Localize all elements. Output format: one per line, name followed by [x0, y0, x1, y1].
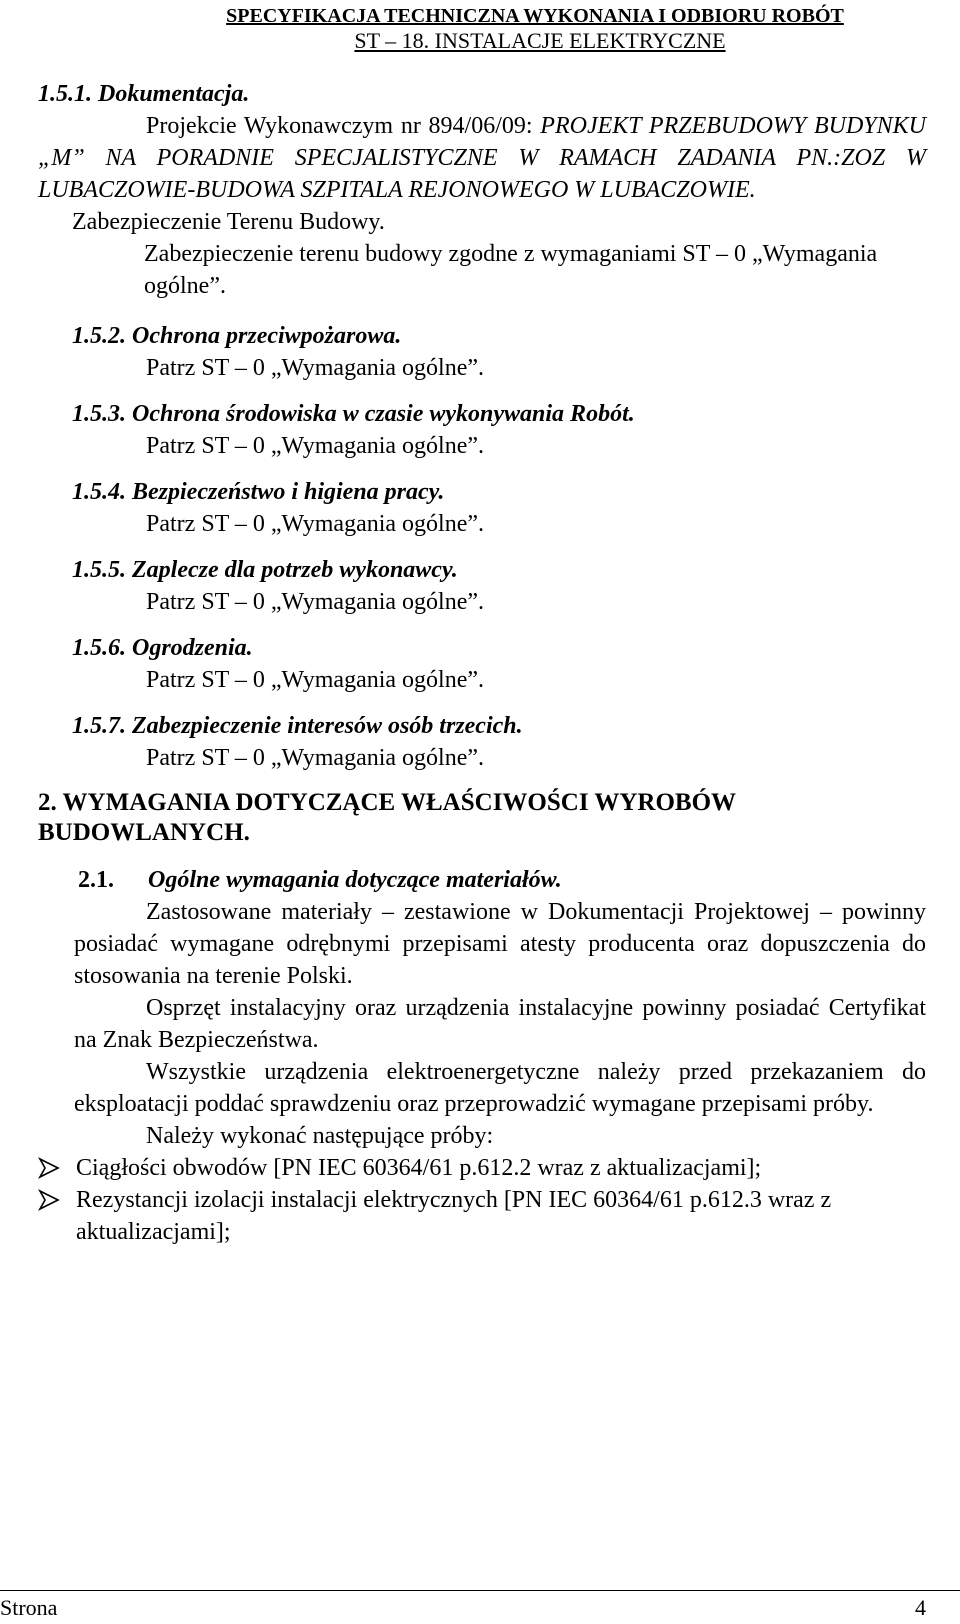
subsection-number: 2.1.: [78, 867, 114, 893]
section-body: Patrz ST – 0 „Wymagania ogólne”.: [146, 667, 485, 693]
requirements-block: [38, 896, 926, 1248]
paragraph: Należy wykonać następujące próby:: [146, 1123, 494, 1149]
section-number: 1.5.6.: [72, 635, 126, 661]
paragraph: [38, 110, 926, 206]
section-body: Patrz ST – 0 „Wymagania ogólne”.: [146, 511, 485, 537]
section-title: Zaplecze dla potrzeb wykonawcy.: [132, 557, 458, 583]
paragraph-text: Projekcie Wykonawczym nr 894/06/09:: [146, 113, 541, 139]
section-heading: [72, 476, 926, 508]
section-number: 1.5.7.: [72, 713, 126, 739]
section-body: Patrz ST – 0 „Wymagania ogólne”.: [146, 433, 485, 459]
section-number: 1.5.2.: [72, 323, 126, 349]
document-body: [38, 78, 926, 1248]
section-body: Patrz ST – 0 „Wymagania ogólne”.: [146, 745, 485, 771]
page-header: [0, 4, 960, 54]
section-title: Ogrodzenia.: [132, 635, 253, 661]
section-title: Ochrona środowiska w czasie wykonywania Robót.: [132, 401, 635, 427]
page-number: 4: [915, 1595, 926, 1620]
section-title: Dokumentacja.: [98, 81, 250, 107]
list-item-text: Rezystancji izolacji instalacji elektrycznych [PN IEC 60364/61 p.612.3 wraz z aktualizacjami];: [76, 1187, 832, 1245]
arrow-bullet-icon: [38, 1157, 60, 1179]
project-title: PROJEKT PRZEBUDOWY BUDYNKU „M” NA PORADNIE SPECJALISTYCZNE W RAMACH ZADANIA PN.:ZOZ W LUBACZOWIE-BUDOWA SZPITALA REJONOWEGO W LUBACZOWIE.: [38, 113, 926, 203]
footer-label: Strona: [0, 1595, 58, 1620]
list-item: [38, 1184, 926, 1248]
paragraph: Zastosowane materiały – zestawione w Dokumentacji Projektowej – powinny posiadać wymagane odrębnymi przepisami atesty producenta oraz dopuszczenia do stosowania na terenie Polski.: [74, 899, 926, 989]
section-number: 1.5.5.: [72, 557, 126, 583]
paragraph: Zabezpieczenie terenu budowy zgodne z wymaganiami ST – 0 „Wymagania ogólne”.: [144, 241, 878, 299]
chapter-heading: 2. WYMAGANIA DOTYCZĄCE WŁAŚCIWOŚCI WYROBÓW BUDOWLANYCH.: [38, 789, 736, 846]
section-title: Bezpieczeństwo i higiena pracy.: [132, 479, 445, 505]
paragraph: Zabezpieczenie Terenu Budowy.: [72, 209, 385, 235]
sections-list: [38, 320, 926, 774]
section-heading: [72, 710, 926, 742]
section-number: 1.5.3.: [72, 401, 126, 427]
section-heading: [38, 78, 926, 110]
subsection-title: Ogólne wymagania dotyczące materiałów.: [148, 867, 562, 893]
section-title: Ochrona przeciwpożarowa.: [132, 323, 402, 349]
section-heading: [72, 554, 926, 586]
section-heading: [72, 320, 926, 352]
section-number: 1.5.4.: [72, 479, 126, 505]
section-number: 1.5.1.: [38, 81, 92, 107]
list-item: [38, 1152, 926, 1184]
header-title: SPECYFIKACJA TECHNICZNA WYKONANIA I ODBIORU ROBÓT: [226, 5, 844, 27]
page-footer: [0, 1590, 960, 1620]
section-heading: [72, 632, 926, 664]
paragraph: Osprzęt instalacyjny oraz urządzenia instalacyjne powinny posiadać Certyfikat na Znak Bezpieczeństwa.: [74, 995, 926, 1053]
list-item-text: Ciągłości obwodów [PN IEC 60364/61 p.612.2 wraz z aktualizacjami];: [76, 1155, 762, 1181]
section-heading: [72, 398, 926, 430]
header-subtitle: ST – 18. INSTALACJE ELEKTRYCZNE: [354, 28, 726, 53]
section-body: Patrz ST – 0 „Wymagania ogólne”.: [146, 589, 485, 615]
paragraph: Wszystkie urządzenia elektroenergetyczne należy przed przekazaniem do eksploatacji poddać sprawdzeniu oraz przeprowadzić wymagane przepisami próby.: [74, 1059, 926, 1117]
section-body: Patrz ST – 0 „Wymagania ogólne”.: [146, 355, 485, 381]
arrow-bullet-icon: [38, 1189, 60, 1211]
section-title: Zabezpieczenie interesów osób trzecich.: [132, 713, 523, 739]
subsection-heading: [38, 864, 926, 896]
